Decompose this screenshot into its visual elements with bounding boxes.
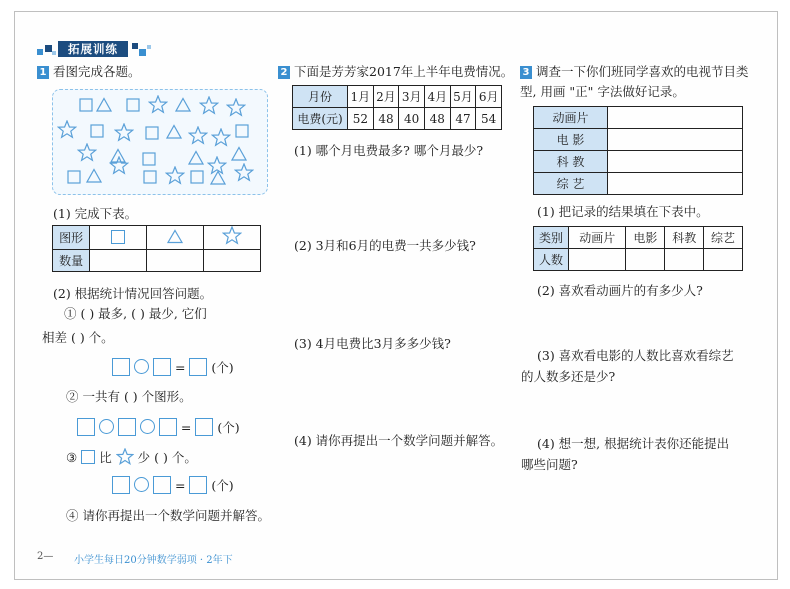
answer-box[interactable]	[189, 358, 207, 376]
q3-tally-table	[533, 106, 743, 195]
header-decor-right	[130, 43, 152, 57]
q3-count-label: 人数	[534, 249, 569, 271]
q1-item2-equation: = (个)	[77, 418, 240, 436]
square-icon	[68, 171, 80, 183]
book-title: 小学生每日20分钟数学弱项 · 2年下	[74, 555, 233, 566]
operator-circle[interactable]	[99, 419, 114, 434]
q1-item1-equation: = (个)	[112, 358, 234, 376]
triangle-icon	[189, 152, 203, 165]
answer-box[interactable]	[189, 476, 207, 494]
tally-label: 电 影	[534, 129, 608, 151]
triangle-icon	[167, 229, 183, 244]
month-cell: 4月	[424, 86, 450, 108]
q1-shape-table	[52, 225, 261, 272]
square-icon	[111, 230, 125, 244]
q3-title-line2: 型, 用画 "正" 字法做好记录。	[520, 84, 685, 99]
answer-box[interactable]	[159, 418, 177, 436]
triangle-icon	[232, 148, 246, 161]
q1-table-shape-label: 图形	[53, 226, 90, 250]
star-icon	[200, 97, 217, 113]
category-cell: 电影	[626, 227, 665, 249]
month-cell: 6月	[476, 86, 502, 108]
tally-cell[interactable]	[608, 129, 743, 151]
star-icon	[116, 448, 134, 465]
q1-sub1: (1) 完成下表。	[53, 206, 138, 221]
square-icon	[236, 125, 248, 137]
answer-box[interactable]	[112, 358, 130, 376]
star-icon	[208, 157, 225, 173]
q3-part2: (2) 喜欢看动画片的有多少人?	[537, 283, 703, 298]
category-cell: 综艺	[704, 227, 743, 249]
q1-count-star[interactable]	[204, 250, 261, 272]
tally-label: 综 艺	[534, 173, 608, 195]
count-cell[interactable]	[626, 249, 665, 271]
count-cell[interactable]	[569, 249, 626, 271]
q1-count-square[interactable]	[90, 250, 147, 272]
square-icon	[191, 171, 203, 183]
star-icon	[227, 99, 244, 115]
answer-box[interactable]	[153, 476, 171, 494]
shape-picture-svg	[53, 90, 267, 194]
tally-cell[interactable]	[608, 151, 743, 173]
fee-cell: 47	[450, 108, 476, 130]
fee-cell: 48	[424, 108, 450, 130]
square-icon	[146, 127, 158, 139]
answer-box[interactable]	[195, 418, 213, 436]
q2-part2: (2) 3月和6月的电费一共多少钱?	[294, 238, 476, 253]
page-number: 2—	[37, 551, 54, 562]
star-icon	[149, 96, 166, 112]
q1-table-count-label: 数量	[53, 250, 90, 272]
q2-electricity-table	[292, 85, 502, 130]
fee-cell: 54	[476, 108, 502, 130]
fee-cell: 40	[399, 108, 425, 130]
q1-item4: ④ 请你再提出一个数学问题并解答。	[66, 508, 270, 523]
q2-fee-label: 电费(元)	[293, 108, 348, 130]
triangle-icon	[176, 99, 190, 112]
answer-box[interactable]	[118, 418, 136, 436]
star-icon	[78, 144, 95, 160]
answer-box[interactable]	[112, 476, 130, 494]
q1-item1-line1: ① ( ) 最多, ( ) 最少, 它们	[64, 306, 207, 321]
q3-result-table	[533, 226, 743, 271]
q2-part1: (1) 哪个月电费最多? 哪个月最少?	[294, 143, 484, 158]
count-cell[interactable]	[665, 249, 704, 271]
fee-cell: 52	[348, 108, 374, 130]
q2-number: 2	[278, 66, 290, 79]
q1-number: 1	[37, 66, 49, 79]
section-title: 拓展训练	[68, 42, 118, 56]
square-icon	[127, 99, 139, 111]
q1-title: 1 看图完成各题。	[37, 64, 141, 80]
tally-cell[interactable]	[608, 173, 743, 195]
q1-item1-line2: 相差 ( ) 个。	[42, 330, 114, 345]
square-icon	[143, 153, 155, 165]
q3-part3-line1: (3) 喜欢看电影的人数比喜欢看综艺	[537, 348, 734, 363]
tally-label: 科 教	[534, 151, 608, 173]
answer-box[interactable]	[153, 358, 171, 376]
operator-circle[interactable]	[140, 419, 155, 434]
star-icon	[222, 226, 242, 246]
square-icon	[81, 450, 95, 464]
star-icon	[58, 121, 75, 137]
section-title-bar	[58, 41, 128, 57]
operator-circle[interactable]	[134, 359, 149, 374]
q2-part4: (4) 请你再提出一个数学问题并解答。	[294, 433, 504, 448]
star-icon	[115, 124, 132, 140]
month-cell: 2月	[373, 86, 399, 108]
count-cell[interactable]	[704, 249, 743, 271]
tally-cell[interactable]	[608, 107, 743, 129]
q1-sub2: (2) 根据统计情况回答问题。	[53, 286, 213, 301]
category-cell: 科教	[665, 227, 704, 249]
triangle-icon	[167, 126, 181, 139]
q3-title-line1: 3 调查一下你们班同学喜欢的电视节目类	[520, 64, 749, 80]
q3-part4-line1: (4) 想一想, 根据统计表你还能提出	[537, 436, 730, 451]
q3-part4-line2: 哪些问题?	[521, 457, 578, 472]
q3-number: 3	[520, 66, 532, 79]
q1-item3: ③ 比 少 ( ) 个。	[66, 450, 197, 465]
star-icon	[212, 129, 229, 145]
q2-month-label: 月份	[293, 86, 348, 108]
q2-part3: (3) 4月电费比3月多多少钱?	[294, 336, 451, 351]
tally-label: 动画片	[534, 107, 608, 129]
month-cell: 5月	[450, 86, 476, 108]
square-icon	[91, 125, 103, 137]
star-icon	[189, 127, 206, 143]
operator-circle[interactable]	[134, 477, 149, 492]
shape-picture	[52, 89, 268, 195]
q2-title: 2 下面是芳芳家2017年上半年电费情况。	[278, 64, 513, 80]
q3-part3-line2: 的人数多还是少?	[521, 369, 616, 384]
triangle-icon	[97, 99, 111, 112]
fee-cell: 48	[373, 108, 399, 130]
q3-part1: (1) 把记录的结果填在下表中。	[537, 204, 709, 219]
square-icon	[80, 99, 92, 111]
square-icon	[144, 171, 156, 183]
star-icon	[166, 167, 183, 183]
category-cell: 动画片	[569, 227, 626, 249]
q1-item3-equation: = (个)	[112, 476, 234, 494]
star-icon	[235, 164, 252, 180]
header-decor-left	[37, 43, 57, 57]
month-cell: 3月	[399, 86, 425, 108]
q1-count-triangle[interactable]	[147, 250, 204, 272]
triangle-icon	[87, 170, 101, 183]
month-cell: 1月	[348, 86, 374, 108]
q1-item2: ② 一共有 ( ) 个图形。	[66, 389, 192, 404]
answer-box[interactable]	[77, 418, 95, 436]
q3-category-label: 类别	[534, 227, 569, 249]
